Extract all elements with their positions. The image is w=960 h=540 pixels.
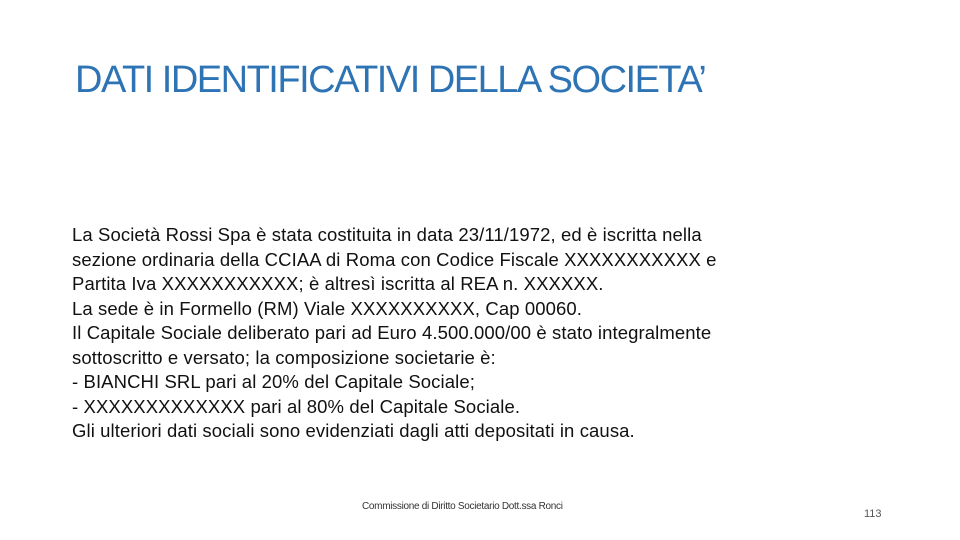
- body-line: - BIANCHI SRL pari al 20% del Capitale Sociale;: [72, 371, 475, 392]
- body-line: Gli ulteriori dati sociali sono evidenziati dagli atti depositati in causa.: [72, 420, 635, 441]
- page-number: 113: [864, 508, 882, 520]
- body-line: Partita Iva XXXXXXXXXXX; è altresì iscritta al REA n. XXXXXX.: [72, 273, 604, 294]
- slide-body: [72, 223, 932, 444]
- slide-title: DATI IDENTIFICATIVI DELLA SOCIETA’: [75, 59, 706, 101]
- body-line: sottoscritto e versato; la composizione societarie è:: [72, 346, 496, 368]
- body-line: sezione ordinaria della CCIAA di Roma con Codice Fiscale XXXXXXXXXXX e: [72, 248, 717, 270]
- body-line: La Società Rossi Spa è stata costituita in data 23/11/1972, ed è iscritta nella: [72, 224, 702, 245]
- body-line: La sede è in Formello (RM) Viale XXXXXXXXXX, Cap 00060.: [72, 297, 583, 319]
- slide-footer: Commissione di Diritto Societario Dott.ssa Ronci: [362, 501, 563, 512]
- body-line: Il Capitale Sociale deliberato pari ad Euro 4.500.000/00 è stato integralmente: [72, 322, 712, 343]
- body-line: - XXXXXXXXXXXXX pari al 80% del Capitale Sociale.: [72, 395, 521, 417]
